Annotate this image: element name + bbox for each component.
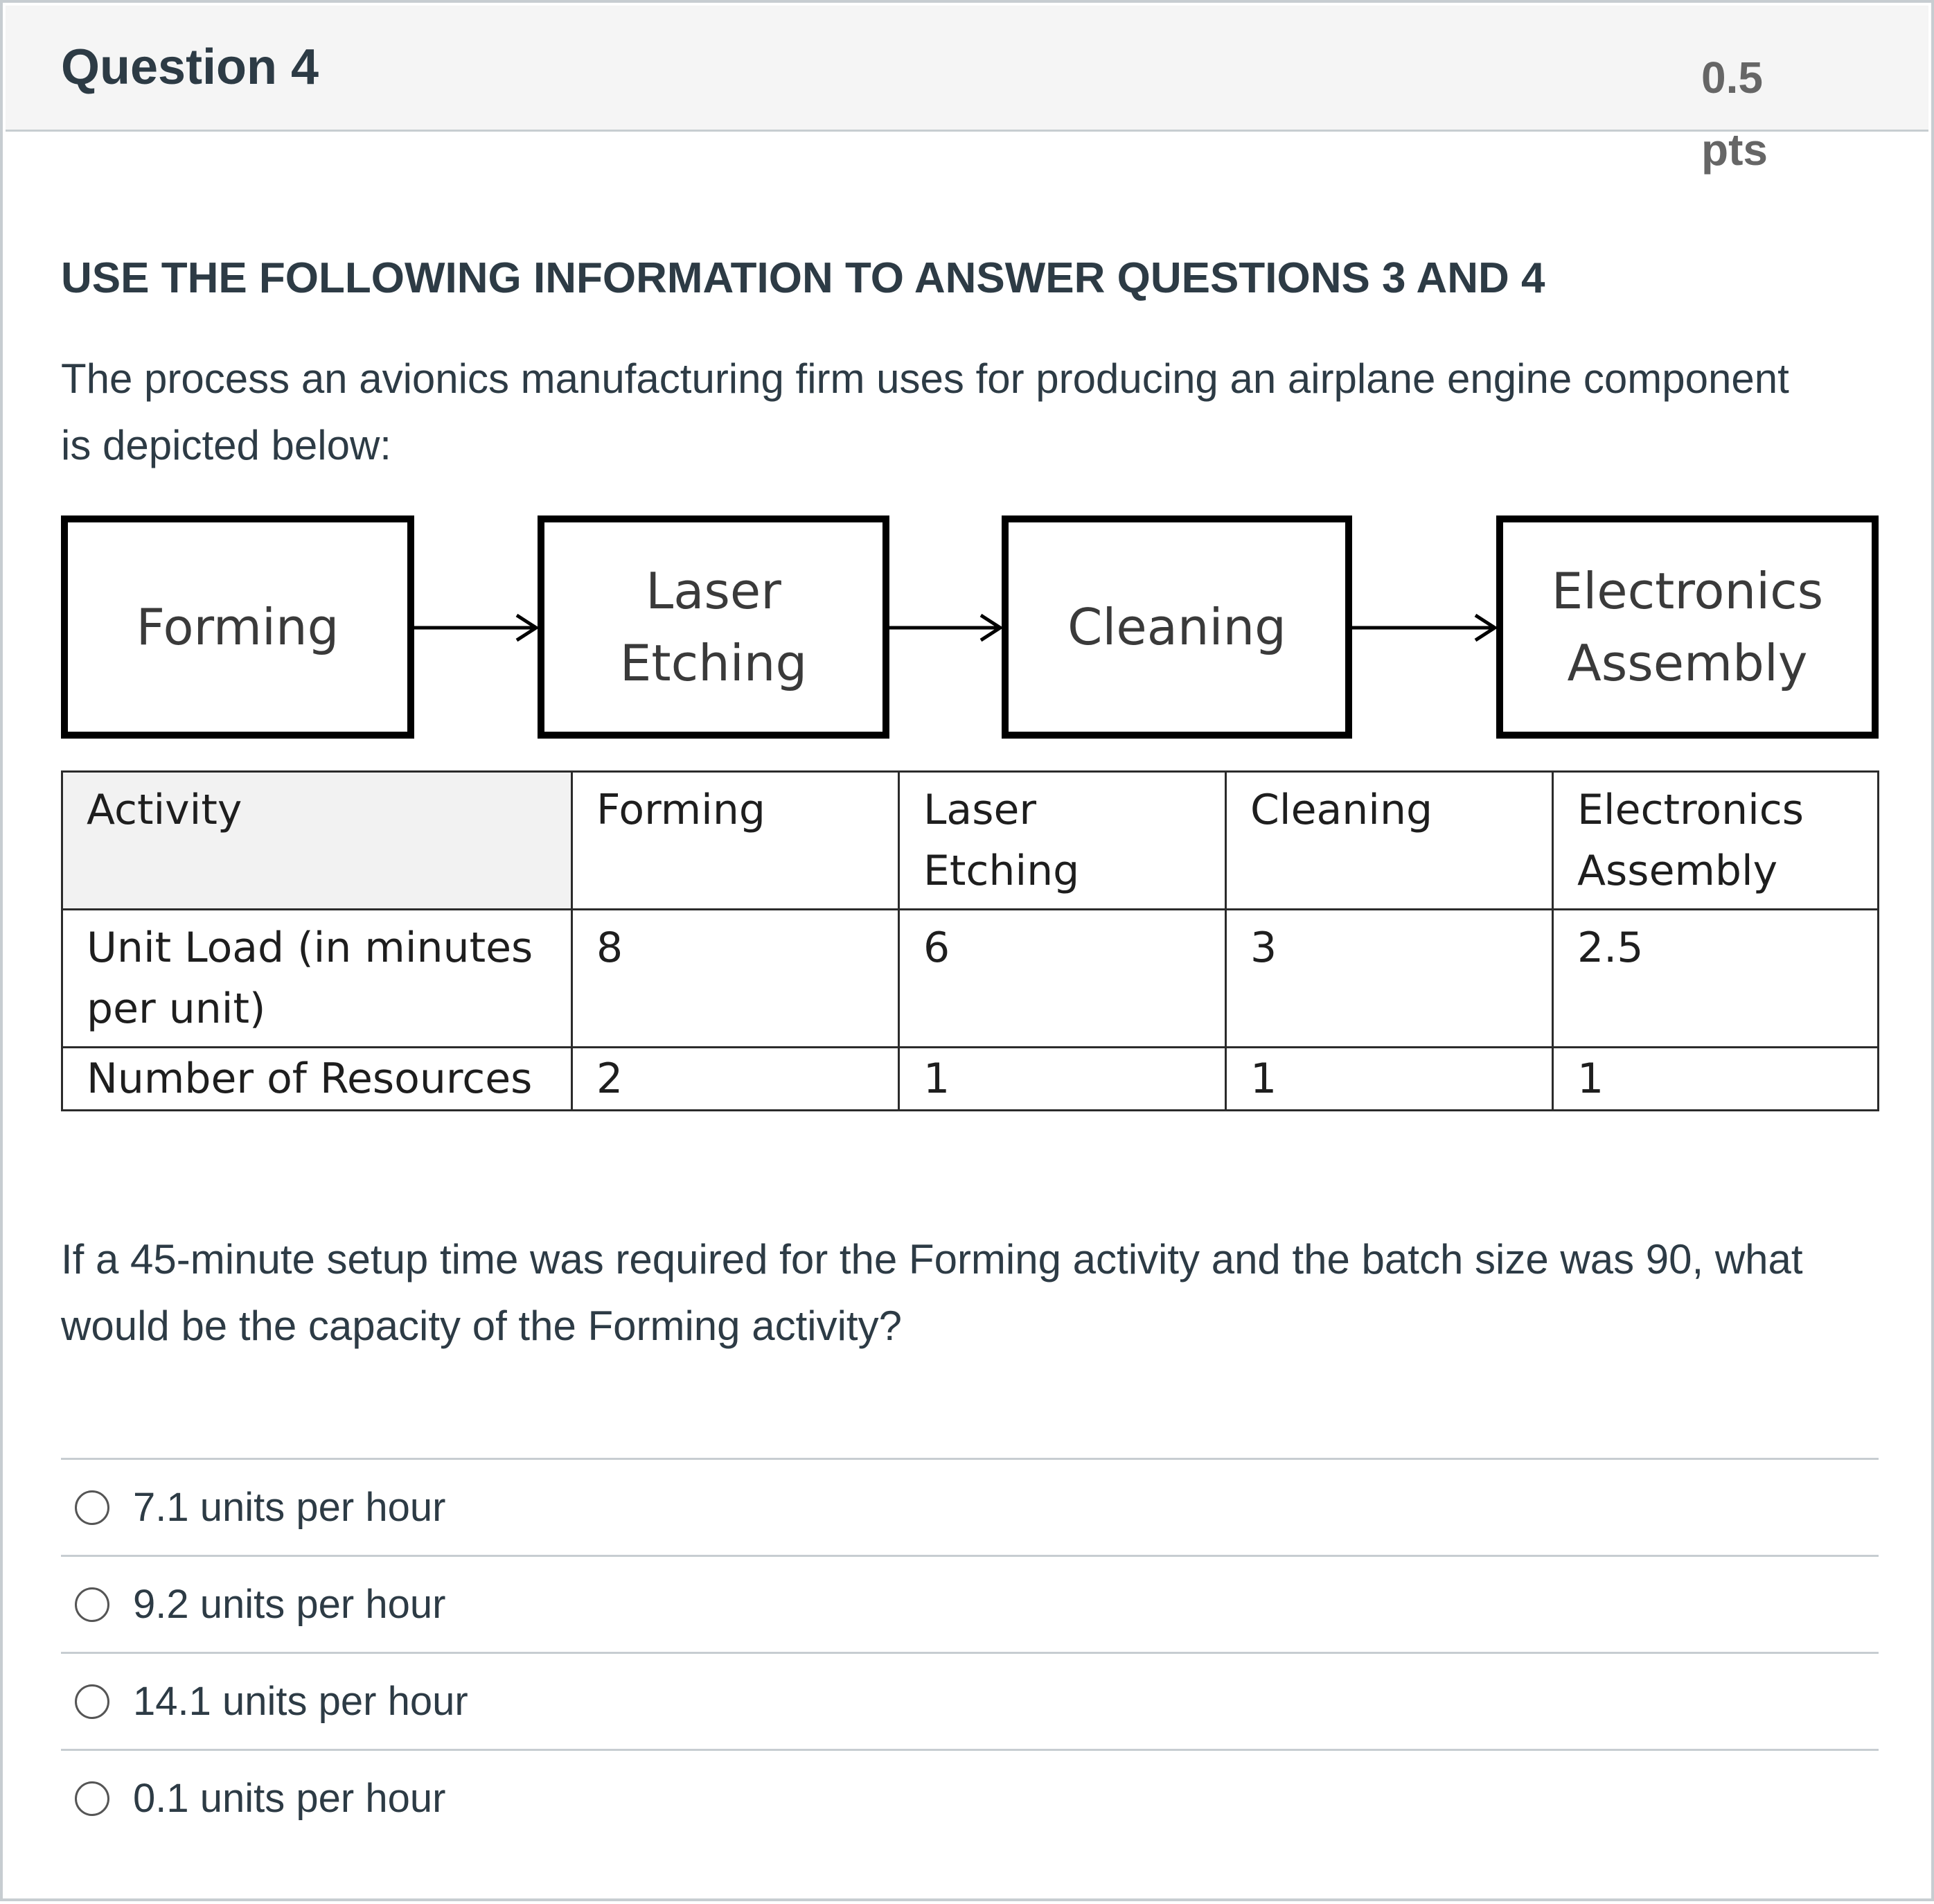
question-title: Question 4 (61, 39, 319, 95)
table-header-cell: Cleaning (1226, 772, 1553, 910)
flow-step-label: Assembly (1567, 634, 1808, 692)
table-cell: 6 (899, 910, 1226, 1048)
row-label-resources: Number of Resources (62, 1048, 572, 1111)
flow-step-forming (61, 515, 414, 739)
table-cell: 3 (1226, 910, 1553, 1048)
question-text: If a 45-minute setup time was required for the Forming activity and the batch size was 90, what would be the capacity of the Forming activity? (61, 1236, 1803, 1349)
intro-text: The process an avionics manufacturing firm uses for producing an airplane engine component is depicted below: (61, 355, 1789, 468)
instructions-heading: USE THE FOLLOWING INFORMATION TO ANSWER QUESTIONS 3 AND 4 (61, 254, 1545, 302)
radio-button[interactable] (75, 1587, 109, 1622)
question-points: 0.5 pts (1701, 53, 1768, 175)
flow-arrow-icon (414, 615, 536, 640)
flow-step-cleaning (1002, 515, 1352, 739)
flow-step-electronics-assembly (1496, 515, 1879, 739)
answer-label[interactable]: 7.1 units per hour (133, 1485, 446, 1530)
answer-label[interactable]: 0.1 units per hour (133, 1776, 446, 1821)
answer-option[interactable] (61, 1555, 1879, 1652)
answer-label[interactable]: 9.2 units per hour (133, 1582, 446, 1627)
answer-option[interactable] (61, 1458, 1879, 1555)
answer-list (61, 1458, 1879, 1846)
flow-step-label: Cleaning (1067, 598, 1286, 656)
table-row (62, 910, 1879, 1048)
flow-step-laser-etching (538, 515, 889, 739)
question-header (6, 6, 1928, 175)
table-header-cell: Electronics Assembly (1553, 772, 1879, 910)
answer-label[interactable]: 14.1 units per hour (133, 1679, 468, 1724)
table-cell: 1 (1553, 1048, 1879, 1111)
radio-button[interactable] (75, 1490, 109, 1525)
radio-button[interactable] (75, 1781, 109, 1816)
table-cell: 1 (899, 1048, 1226, 1111)
activity-table (61, 770, 1879, 1111)
row-label-unit-load: Unit Load (in minutes per unit) (62, 910, 572, 1048)
flow-step-label: Etching (619, 634, 808, 692)
table-cell: 8 (572, 910, 899, 1048)
flow-step-label: Laser (646, 562, 781, 620)
table-row (62, 1048, 1879, 1111)
table-cell: 2.5 (1553, 910, 1879, 1048)
table-header-cell: Laser Etching (899, 772, 1226, 910)
flow-arrow-icon (1352, 615, 1495, 640)
flow-step-label: Electronics (1551, 562, 1824, 620)
answer-option[interactable] (61, 1652, 1879, 1749)
table-cell: 2 (572, 1048, 899, 1111)
radio-button[interactable] (75, 1684, 109, 1719)
answer-option[interactable] (61, 1749, 1879, 1846)
table-header-cell: Forming (572, 772, 899, 910)
table-cell: 1 (1226, 1048, 1553, 1111)
flow-step-label: Forming (136, 598, 339, 656)
flow-arrow-icon (889, 615, 1000, 640)
table-header-cell: Activity (62, 772, 572, 910)
table-header-row (62, 772, 1879, 910)
